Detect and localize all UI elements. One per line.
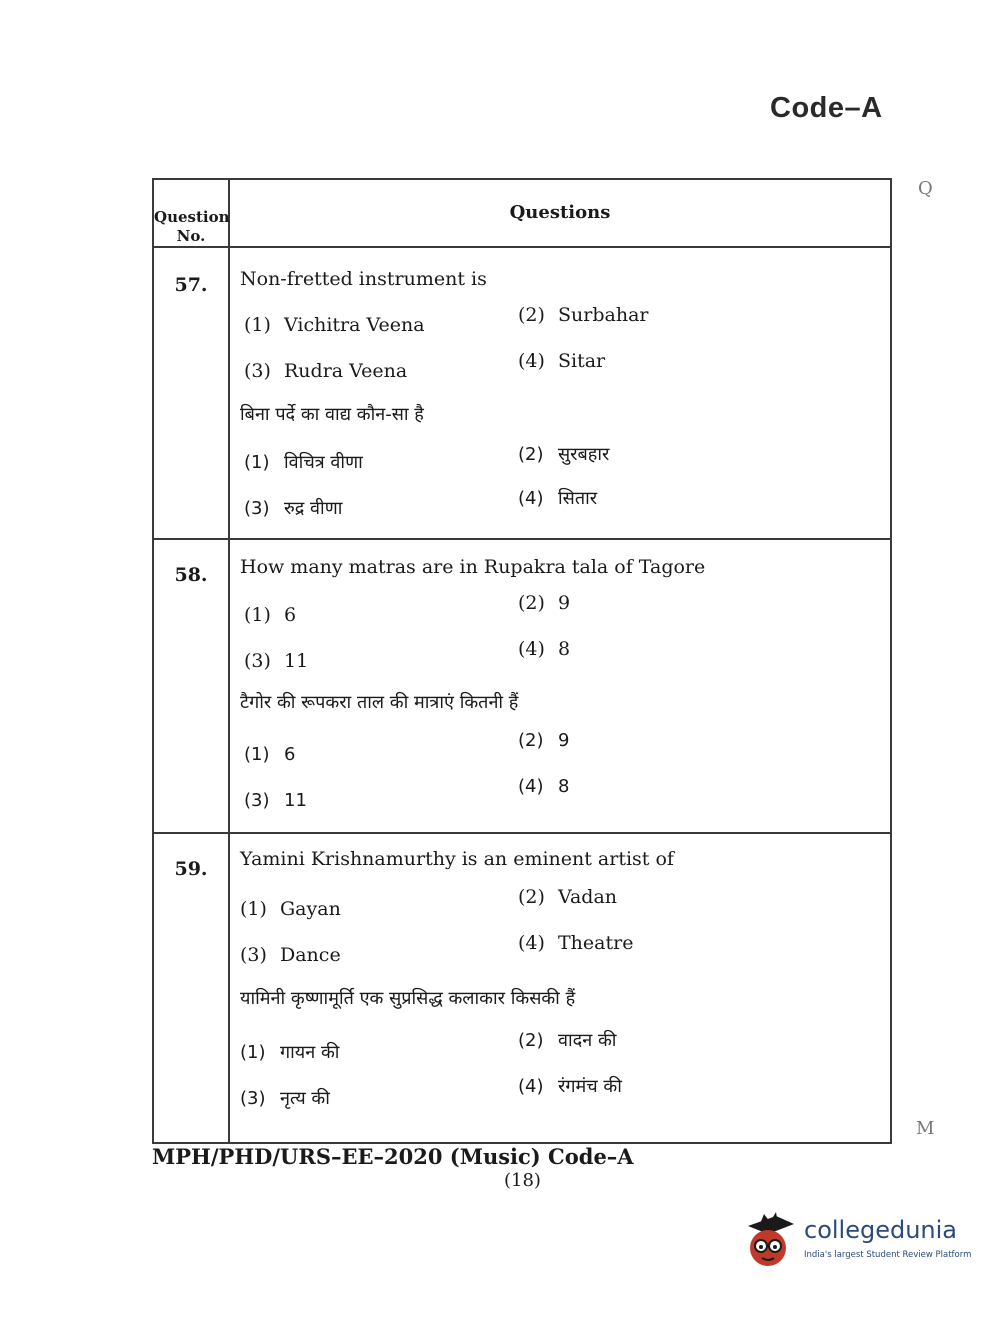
logo-tagline: India's largest Student Review Platform: [804, 1250, 972, 1260]
question-text-en: Yamini Krishnamurthy is an eminent artist of: [240, 848, 674, 870]
header-question-no: Question No.: [154, 208, 230, 245]
option-1-hi: (1) गायन की: [240, 1042, 340, 1063]
option-4: (4) Theatre: [518, 932, 634, 954]
option-3-hi: (3) रुद्र वीणा: [244, 498, 343, 519]
option-4: (4) 8: [518, 638, 571, 660]
option-3-hi: (3) 11: [244, 790, 307, 811]
question-table: [152, 178, 892, 1144]
option-2: (2) 9: [518, 592, 571, 614]
option-4: (4) Sitar: [518, 350, 606, 372]
option-4-hi: (4) सितार: [518, 488, 598, 509]
edge-mark-top: Q: [918, 178, 933, 199]
question-number: 59.: [174, 858, 208, 880]
option-2-hi: (2) 9: [518, 730, 570, 751]
question-number: 57.: [174, 274, 208, 296]
option-4-hi: (4) 8: [518, 776, 570, 797]
option-2: (2) Surbahar: [518, 304, 649, 326]
question-text-hi: यामिनी कृष्णामूर्ति एक सुप्रसिद्ध कलाकार किसकी हैं: [240, 988, 576, 1009]
option-2-hi: (2) सुरबहार: [518, 444, 610, 465]
option-3-hi: (3) नृत्य की: [240, 1088, 330, 1109]
option-1: (1) Gayan: [240, 898, 341, 920]
page-number: (18): [504, 1170, 541, 1191]
logo-brand-name: collegedunia: [804, 1216, 958, 1244]
option-4-hi: (4) रंगमंच की: [518, 1076, 622, 1097]
header-questions: Questions: [509, 202, 611, 223]
question-number: 58.: [174, 564, 208, 586]
question-text-hi: बिना पर्दे का वाद्य कौन-सा है: [240, 404, 424, 425]
option-1-hi: (1) विचित्र वीणा: [244, 452, 363, 473]
header-rule: [154, 246, 890, 248]
question-text-en: Non-fretted instrument is: [240, 268, 487, 290]
row-rule-58: [154, 832, 890, 834]
option-2: (2) Vadan: [518, 886, 618, 908]
option-1: (1) Vichitra Veena: [244, 314, 425, 336]
option-3: (3) 11: [244, 650, 309, 672]
column-divider: [228, 180, 230, 1142]
question-text-en: How many matras are in Rupakra tala of Tagore: [240, 556, 706, 578]
option-2-hi: (2) वादन की: [518, 1030, 617, 1051]
paper-code-header: Code–A: [770, 92, 883, 124]
footer-paper-code: MPH/PHD/URS–EE–2020 (Music) Code–A: [152, 1144, 634, 1169]
collegedunia-logo: [742, 1212, 974, 1272]
row-rule-57: [154, 538, 890, 540]
option-3: (3) Dance: [240, 944, 341, 966]
edge-mark-bottom: M: [916, 1118, 935, 1139]
option-1-hi: (1) 6: [244, 744, 296, 765]
option-3: (3) Rudra Veena: [244, 360, 408, 382]
option-1: (1) 6: [244, 604, 297, 626]
mascot-icon: [742, 1212, 798, 1272]
question-text-hi: टैगोर की रूपकरा ताल की मात्राएं कितनी हैं: [240, 692, 519, 713]
